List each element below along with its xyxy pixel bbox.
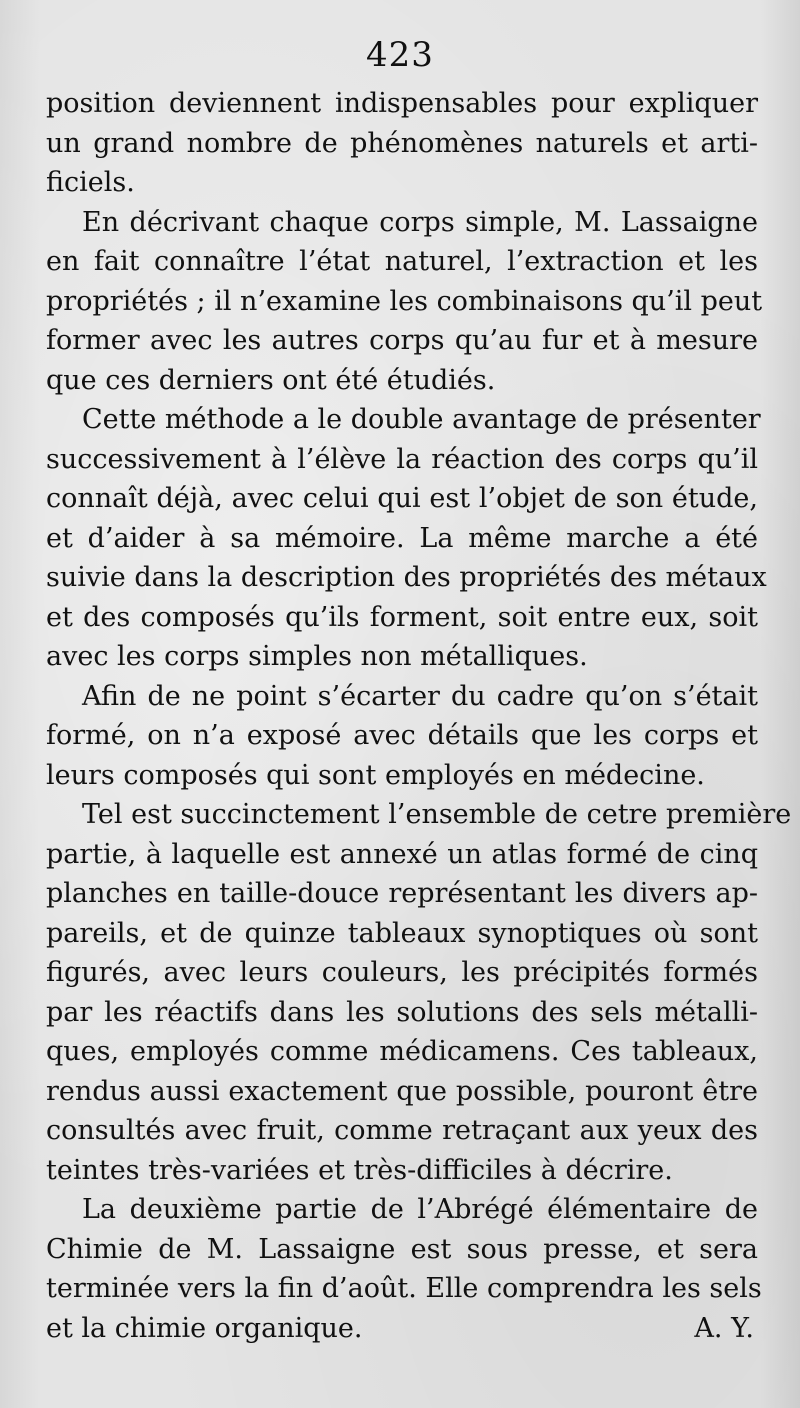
text-line: partie, à laquelle est annexé un atlas formé de cinq [46, 838, 758, 870]
text-line-final [46, 1309, 758, 1349]
text-line: position deviennent indispensables pour expliquer [46, 88, 758, 119]
text-line: terminée vers la fin d’août. Elle comprendra les sels [46, 1273, 762, 1304]
text-line: teintes très-variées et très-difficiles à décrire. [46, 1154, 673, 1186]
text-line: et d’aider à sa mémoire. La même marche a été [46, 522, 758, 554]
text-line: propriétés ; il n’examine les combinaisons qu’il peut [46, 285, 763, 317]
text-line: ques, employés comme médicamens. Ces tableaux, [46, 1036, 758, 1067]
page-number: 423 [366, 35, 434, 75]
text-line: avec les corps simples non métalliques. [46, 641, 588, 672]
text-line: Cette méthode a le double avantage de présenter [82, 404, 761, 435]
body-text [46, 84, 792, 1348]
text-line: Afin de ne point s’écarter du cadre qu’on s’était [82, 680, 758, 712]
text-line: En décrivant chaque corps simple, M. Lassaigne [82, 206, 758, 238]
text-line: successivement à l’élève la réaction des corps qu’il [46, 443, 758, 475]
text-line: connaît déjà, avec celui qui est l’objet de son étude, [46, 483, 758, 514]
text-line: planches en taille-douce représentant les divers ap- [46, 878, 758, 909]
text-line: rendus aussi exactement que possible, pouront être [46, 1075, 758, 1107]
text-line: Tel est succinctement l’ensemble de cetre première [82, 799, 792, 830]
text-line: pareils, et de quinze tableaux synoptiques où sont [46, 917, 758, 949]
text-line: former avec les autres corps qu’au fur et à mesure [46, 325, 758, 356]
text-line: figurés, avec leurs couleurs, les précipités formés [46, 957, 758, 988]
text-line: La deuxième partie de l’Abrégé élémentaire de [82, 1194, 758, 1225]
text-line: un grand nombre de phénomènes naturels et arti- [46, 127, 758, 159]
final-line-text: et la chimie organique. [46, 1312, 363, 1344]
text-line: que ces derniers ont été étudiés. [46, 364, 496, 396]
text-line: ficiels. [46, 167, 135, 198]
text-line: par les réactifs dans les solutions des sels métalli- [46, 996, 758, 1028]
author-initials: A. Y. [694, 1312, 754, 1344]
text-line: et des composés qu’ils forment, soit entre eux, soit [46, 601, 758, 633]
text-line: suivie dans la description des propriétés des métaux [46, 562, 767, 593]
text-line: Chimie de M. Lassaigne est sous presse, et sera [46, 1233, 758, 1265]
text-line: formé, on n’a exposé avec détails que les corps et [46, 720, 758, 751]
text-line: en fait connaître l’état naturel, l’extraction et les [46, 246, 758, 277]
text-line: leurs composés qui sont employés en médecine. [46, 759, 705, 791]
text-line: consultés avec fruit, comme retraçant aux yeux des [46, 1115, 758, 1146]
